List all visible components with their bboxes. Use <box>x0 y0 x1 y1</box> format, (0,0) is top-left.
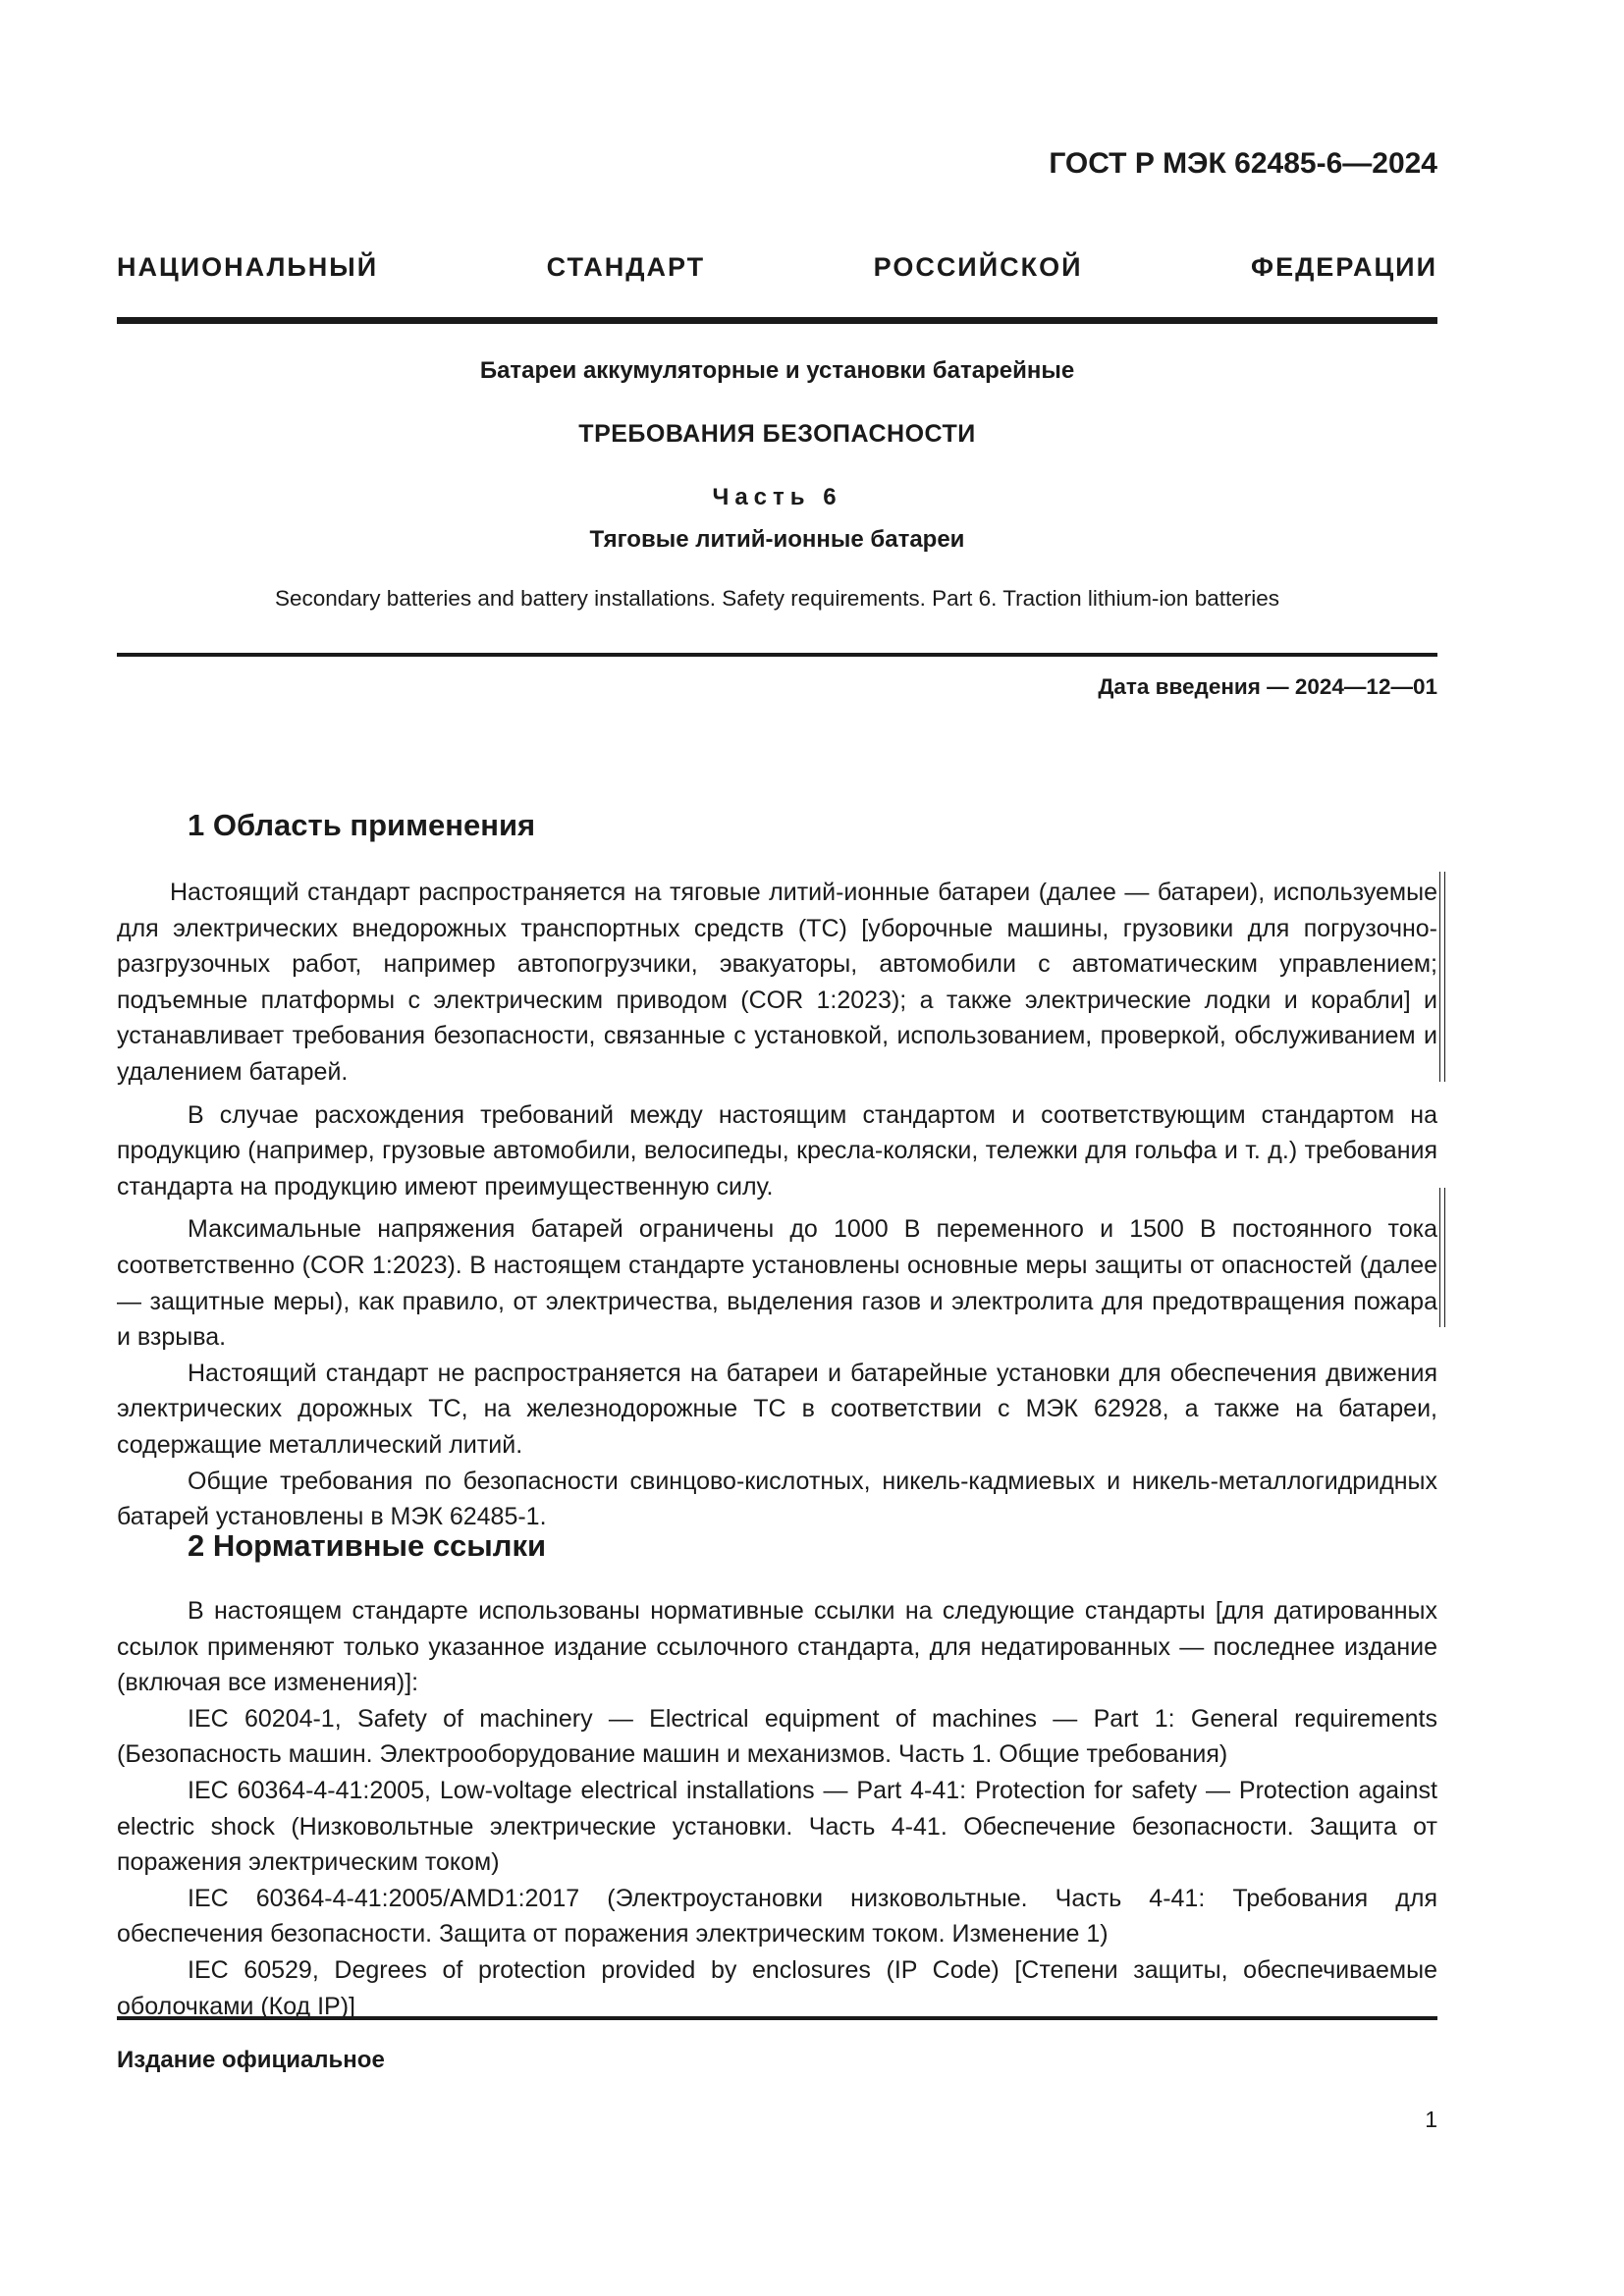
title-english: Secondary batteries and battery installations. Safety requirements. Part 6. Traction lithium-ion batteries <box>274 586 1279 611</box>
page-number: 1 <box>1425 2107 1437 2132</box>
section-1-paragraph: В случае расхождения требований между настоящим стандартом и соответствующим стандартом на продукцию (например, грузовые автомобили, велосипеды, кресла-коляски, тележки для гольфа и т. д.) требования стандарта на продукцию имеют преимущественную силу. <box>117 1100 1437 1201</box>
section-1-paragraph: Настоящий стандарт не распространяется на батареи и батарейные установки для обеспечения движения электрических дорожных ТС, на железнодорожные ТС в соответствии с МЭК 62928, а также на батареи, содержащие металлический литий. <box>117 1359 1437 1459</box>
document-code: ГОСТ Р МЭК 62485-6—2024 <box>1049 147 1437 180</box>
section-2-intro: В настоящем стандарте использованы нормативные ссылки на следующие стандарты [для датированных ссылок применяют только указанное издание ссылочного стандарта, для недатированных — последнее издание (включая все изменения)]: <box>117 1597 1437 1697</box>
change-bar <box>1439 1188 1445 1327</box>
change-bar <box>1439 872 1445 1082</box>
section-1-paragraph: Общие требования по безопасности свинцово-кислотных, никель-кадмиевых и никель-металлогидридных батарей установлены в МЭК 62485-1. <box>117 1467 1437 1531</box>
national-standard-banner: НАЦИОНАЛЬНЫЙ СТАНДАРТ РОССИЙСКОЙ ФЕДЕРАЦИИ <box>117 252 1437 282</box>
introduction-date: Дата введения — 2024—12—01 <box>1098 674 1437 699</box>
title-subtitle: Тяговые литий-ионные батареи <box>589 526 965 553</box>
section-1-paragraph: Максимальные напряжения батарей ограничены до 1000 В переменного и 1500 В постоянного тока соответственно (COR 1:2023). В настоящем стандарте установлены основные меры защиты от опасностей (далее — защитные меры), как правило, от электричества, выделения газов и электролита для предотвращения пожара и взрыва. <box>117 1215 1437 1352</box>
reference-item: IEC 60529, Degrees of protection provided by enclosures (IP Code) [Степени защиты, обеспечиваемые оболочками (Код IP)] <box>117 1955 1437 2020</box>
title-line-1: Батареи аккумуляторные и установки батарейные <box>479 357 1075 384</box>
section-2-heading: 2 Нормативные ссылки <box>188 1528 547 1563</box>
section-1-body <box>117 875 1437 1535</box>
section-2-body <box>117 1593 1437 2024</box>
reference-item: IEC 60364-4-41:2005/AMD1:2017 (Электроустановки низковольтные. Часть 4-41: Требования для обеспечения безопасности. Защита от поражения электрическим током. Изменение 1) <box>117 1884 1437 1949</box>
section-1-paragraph: Настоящий стандарт распространяется на тяговые литий-ионные батареи (далее — батареи), используемые для электрических внедорожных транспортных средств (ТС) [уборочные машины, грузовики для погрузочно-разгрузочных работ, например автопогрузчики, эвакуаторы, автомобили с автоматическим управлением; подъемные платформы с электрическим приводом (COR 1:2023); а также электрические лодки и корабли] и устанавливает требования безопасности, связанные с установкой, использованием, проверкой, обслуживанием и удалением батарей. <box>117 879 1437 1086</box>
footer-divider <box>117 2016 1437 2020</box>
section-1-heading: 1 Область применения <box>188 808 536 842</box>
title-part: Часть 6 <box>712 484 842 510</box>
reference-item: IEC 60204-1, Safety of machinery — Electrical equipment of machines — Part 1: General requirements (Безопасность машин. Электрооборудование машин и механизмов. Часть 1. Общие требования) <box>117 1704 1437 1769</box>
reference-item: IEC 60364-4-41:2005, Low-voltage electrical installations — Part 4-41: Protection for safety — Protection against electric shock (Низковольтные электрические установки. Часть 4-41. Обеспечение безопасности. Защита от поражения электрическим током) <box>117 1776 1437 1877</box>
header-divider <box>117 317 1437 324</box>
document-page <box>117 0 1437 2296</box>
edition-label: Издание официальное <box>117 2047 385 2073</box>
title-line-2: ТРЕБОВАНИЯ БЕЗОПАСНОСТИ <box>578 420 976 448</box>
title-divider <box>117 653 1437 657</box>
